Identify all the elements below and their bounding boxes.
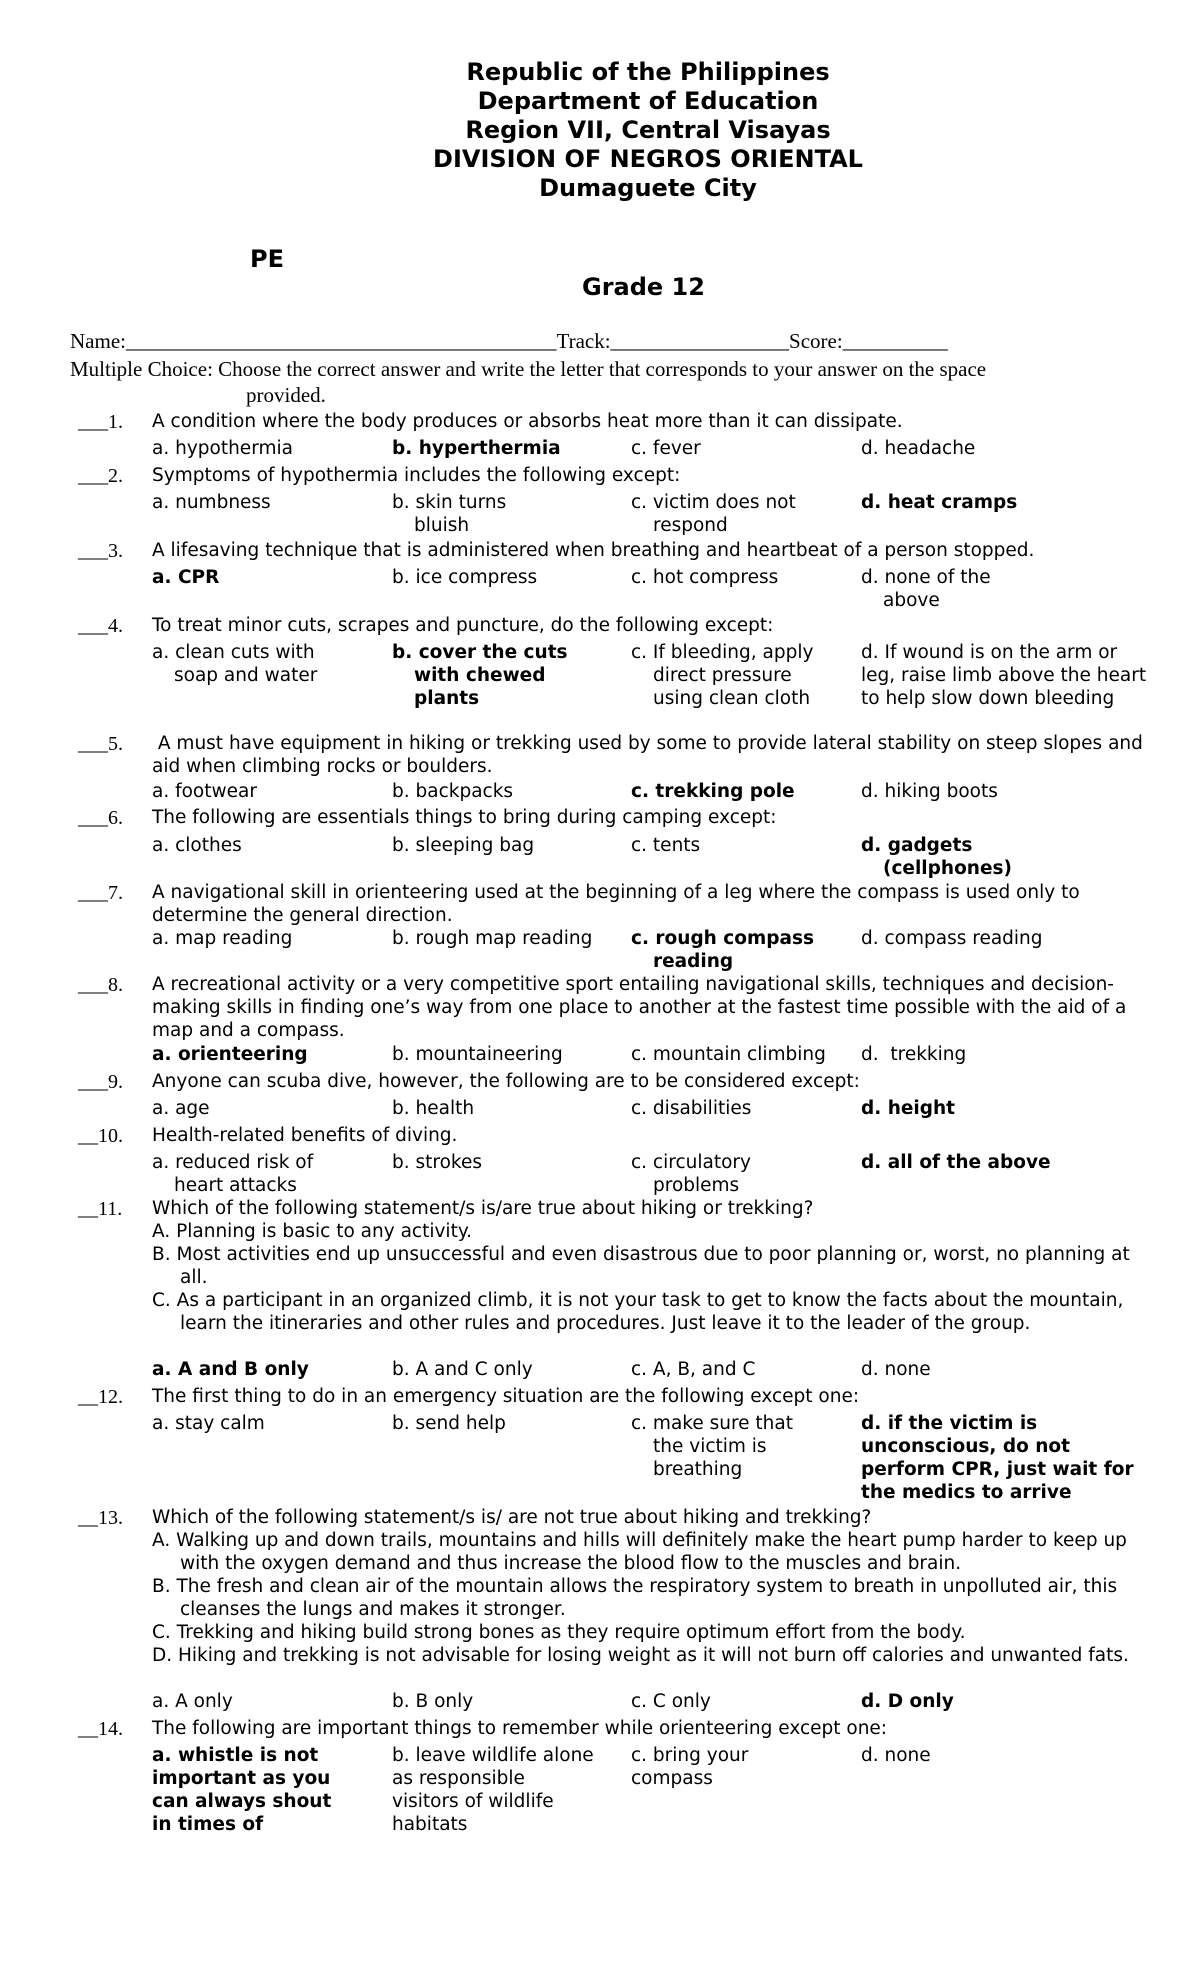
answer-blank-14[interactable]: __14. bbox=[78, 1718, 123, 1740]
header-city: Dumaguete City bbox=[539, 174, 757, 202]
score-field[interactable]: Score:__________ bbox=[789, 329, 948, 353]
q2-option-d: d. heat cramps bbox=[861, 492, 1018, 513]
q13-statement-d: D. Hiking and trekking is not advisable for losing weight as it will not burn off calories and unwanted fats. bbox=[152, 1645, 1129, 1666]
answer-blank-11[interactable]: __11. bbox=[78, 1198, 123, 1220]
subject-label: PE bbox=[250, 245, 284, 273]
form-line bbox=[70, 329, 948, 354]
q7-option-d: d. compass reading bbox=[861, 928, 1043, 949]
header-region: Region VII, Central Visayas bbox=[465, 116, 831, 144]
q5-option-d: d. hiking boots bbox=[861, 781, 998, 802]
question-2-text: Symptoms of hypothermia includes the following except: bbox=[152, 465, 681, 486]
question-14-text: The following are important things to remember while orienteering except one: bbox=[152, 1718, 888, 1739]
question-8-text: A recreational activity or a very competitive sport entailing navigational skills, techniques and decision-making skills in finding one’s way from one place to another at the fastest time possible with the aid of a map and a compass. bbox=[152, 974, 1127, 1041]
q11-statement-a: A. Planning is basic to any activity. bbox=[152, 1221, 473, 1242]
q3-option-c: c. hot compress bbox=[631, 567, 779, 588]
question-5-text: A must have equipment in hiking or trekking used by some to provide lateral stability on steep slopes and aid when climbing rocks or boulders. bbox=[152, 733, 1149, 777]
instructions-cont: provided. bbox=[246, 383, 326, 407]
answer-blank-5[interactable]: ___5. bbox=[78, 733, 123, 755]
question-1-text: A condition where the body produces or absorbs heat more than it can dissipate. bbox=[152, 411, 903, 432]
question-13-text: Which of the following statement/s is/ are not true about hiking and trekking? bbox=[152, 1507, 872, 1528]
q2-option-c: c. victim does not respond bbox=[631, 492, 796, 536]
question-10-text: Health-related benefits of diving. bbox=[152, 1125, 458, 1146]
q6-option-b: b. sleeping bag bbox=[392, 835, 535, 856]
q12-option-b: b. send help bbox=[392, 1413, 506, 1434]
q5-option-c: c. trekking pole bbox=[631, 781, 795, 802]
answer-blank-8[interactable]: ___8. bbox=[78, 974, 123, 996]
q3-option-a: a. CPR bbox=[152, 567, 220, 588]
answer-blank-6[interactable]: ___6. bbox=[78, 807, 123, 829]
q14-option-a: a. whistle is not important as you can always shout in times of bbox=[152, 1745, 332, 1835]
q6-option-d: d. gadgets (cellphones) bbox=[861, 835, 1012, 879]
q14-option-b: b. leave wildlife alone as responsible visitors of wildlife habitats bbox=[392, 1745, 594, 1835]
question-4-text: To treat minor cuts, scrapes and puncture, do the following except: bbox=[152, 615, 774, 636]
instructions: Multiple Choice: Choose the correct answer and write the letter that corresponds to your answer on the space bbox=[70, 357, 987, 381]
q1-option-b: b. hyperthermia bbox=[392, 438, 561, 459]
answer-blank-7[interactable]: ___7. bbox=[78, 882, 123, 904]
q6-option-a: a. clothes bbox=[152, 835, 242, 856]
q12-option-c: c. make sure that the victim is breathing bbox=[631, 1413, 794, 1480]
q11-option-b: b. A and C only bbox=[392, 1359, 533, 1380]
q3-option-b: b. ice compress bbox=[392, 567, 538, 588]
q13-option-b: b. B only bbox=[392, 1691, 474, 1712]
q4-option-c: c. If bleeding, apply direct pressure using clean cloth bbox=[631, 642, 814, 709]
answer-blank-3[interactable]: ___3. bbox=[78, 540, 123, 562]
question-11-text: Which of the following statement/s is/are true about hiking or trekking? bbox=[152, 1198, 814, 1219]
answer-blank-2[interactable]: ___2. bbox=[78, 465, 123, 487]
answer-blank-9[interactable]: ___9. bbox=[78, 1071, 123, 1093]
track-field[interactable]: Track:_________________ bbox=[556, 329, 790, 353]
q9-option-a: a. age bbox=[152, 1098, 210, 1119]
q13-statement-c: C. Trekking and hiking build strong bones as they require optimum effort from the body. bbox=[152, 1622, 966, 1643]
q10-option-b: b. strokes bbox=[392, 1152, 482, 1173]
q11-option-d: d. none bbox=[861, 1359, 931, 1380]
q9-option-c: c. disabilities bbox=[631, 1098, 752, 1119]
q8-option-a: a. orienteering bbox=[152, 1044, 308, 1065]
q2-option-b: b. skin turns bluish bbox=[392, 492, 507, 536]
q4-option-d: d. If wound is on the arm or leg, raise limb above the heart to help slow down bleeding bbox=[861, 642, 1147, 709]
answer-blank-4[interactable]: ___4. bbox=[78, 615, 123, 637]
answer-blank-12[interactable]: __12. bbox=[78, 1386, 123, 1408]
q5-option-a: a. footwear bbox=[152, 781, 257, 802]
q9-option-b: b. health bbox=[392, 1098, 475, 1119]
q11-statement-c: C. As a participant in an organized climb, it is not your task to get to know the facts about the mountain, learn the itineraries and other rules and procedures. Just leave it to the leader of the group. bbox=[152, 1290, 1124, 1334]
question-9-text: Anyone can scuba dive, however, the following are to be considered except: bbox=[152, 1071, 860, 1092]
q8-option-c: c. mountain climbing bbox=[631, 1044, 826, 1065]
q13-option-a: a. A only bbox=[152, 1691, 233, 1712]
q13-statement-b: B. The fresh and clean air of the mountain allows the respiratory system to breath in unpolluted air, this cleanses the lungs and makes it stronger. bbox=[152, 1576, 1118, 1620]
q13-option-d: d. D only bbox=[861, 1691, 954, 1712]
q13-statement-a: A. Walking up and down trails, mountains and hills will definitely make the heart pump harder to keep up with the oxygen demand and thus increase the blood flow to the muscles and brain. bbox=[152, 1530, 1127, 1574]
q12-option-a: a. stay calm bbox=[152, 1413, 265, 1434]
q2-option-a: a. numbness bbox=[152, 492, 271, 513]
q4-option-b: b. cover the cuts with chewed plants bbox=[392, 642, 568, 709]
question-7-text: A navigational skill in orienteering used at the beginning of a leg where the compass is used only to determine the general direction. bbox=[152, 882, 1080, 926]
header-division: DIVISION OF NEGROS ORIENTAL bbox=[433, 145, 863, 173]
grade-label: Grade 12 bbox=[582, 273, 705, 301]
q9-option-d: d. height bbox=[861, 1098, 956, 1119]
question-12-text: The first thing to do in an emergency situation are the following except one: bbox=[152, 1386, 860, 1407]
q7-option-a: a. map reading bbox=[152, 928, 293, 949]
q6-option-c: c. tents bbox=[631, 835, 701, 856]
q5-option-b: b. backpacks bbox=[392, 781, 514, 802]
question-6-text: The following are essentials things to bring during camping except: bbox=[152, 807, 777, 828]
q12-option-d: d. if the victim is unconscious, do not perform CPR, just wait for the medics to arrive bbox=[861, 1413, 1134, 1503]
q14-option-d: d. none bbox=[861, 1745, 931, 1766]
question-3-text: A lifesaving technique that is administered when breathing and heartbeat of a person stopped. bbox=[152, 540, 1035, 561]
q1-option-c: c. fever bbox=[631, 438, 701, 459]
answer-blank-10[interactable]: __10. bbox=[78, 1125, 123, 1147]
q11-option-a: a. A and B only bbox=[152, 1359, 309, 1380]
q4-option-a: a. clean cuts with soap and water bbox=[152, 642, 318, 686]
header-republic: Republic of the Philippines bbox=[466, 58, 830, 86]
q7-option-b: b. rough map reading bbox=[392, 928, 593, 949]
q11-option-c: c. A, B, and C bbox=[631, 1359, 756, 1380]
q7-option-c: c. rough compass reading bbox=[631, 928, 814, 972]
q1-option-d: d. headache bbox=[861, 438, 976, 459]
q8-option-d: d. trekking bbox=[861, 1044, 967, 1065]
answer-blank-1[interactable]: ___1. bbox=[78, 411, 123, 433]
q14-option-c: c. bring your compass bbox=[631, 1745, 749, 1789]
header-department: Department of Education bbox=[477, 87, 819, 115]
name-field[interactable]: Name:_________________________________________ bbox=[70, 329, 557, 353]
q10-option-d: d. all of the above bbox=[861, 1152, 1051, 1173]
q1-option-a: a. hypothermia bbox=[152, 438, 293, 459]
q13-option-c: c. C only bbox=[631, 1691, 711, 1712]
answer-blank-13[interactable]: __13. bbox=[78, 1507, 123, 1529]
q11-statement-b: B. Most activities end up unsuccessful and even disastrous due to poor planning or, worst, no planning at all. bbox=[152, 1244, 1130, 1288]
q3-option-d: d. none of the above bbox=[861, 567, 991, 611]
q10-option-c: c. circulatory problems bbox=[631, 1152, 751, 1196]
q10-option-a: a. reduced risk of heart attacks bbox=[152, 1152, 314, 1196]
q8-option-b: b. mountaineering bbox=[392, 1044, 563, 1065]
